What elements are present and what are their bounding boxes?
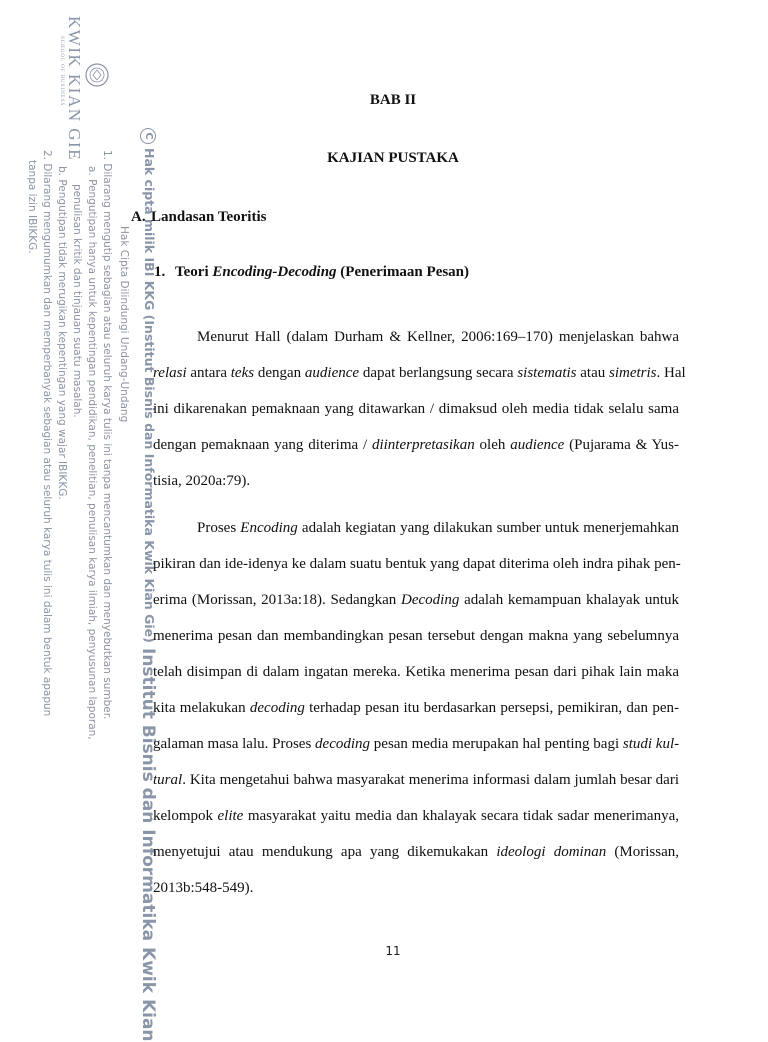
text-run: pesan media merupakan hal penting bagi <box>370 736 623 752</box>
subsection-title-post: (Penerimaan Pesan) <box>336 264 470 280</box>
subsection-title-italic: Encoding-Decoding <box>212 264 337 280</box>
text-run: 2013b:548-549). <box>153 880 254 896</box>
italic-run: ideologi dominan <box>496 844 607 860</box>
text-run: . Hal <box>656 365 686 381</box>
italic-run: elite <box>217 808 244 824</box>
notice-line-text: a. Pengutipan hanya untuk kepentingan pendidikan, penelitian, penulisan karya ilmiah, penyusunan laporan, <box>86 166 98 740</box>
notice-line-text: 2. Dilarang mengumumkan dan memperbanyak sebagian atau seluruh karya tulis ini dalam bentuk apapun <box>41 150 53 717</box>
text-run: oleh <box>474 437 511 453</box>
italic-run: Decoding <box>401 592 460 608</box>
text-run: dengan pemaknaan yang diterima / <box>153 437 372 453</box>
italic-run: studi kul- <box>622 736 680 752</box>
text-run: adalah kemampuan khalayak untuk <box>459 592 679 608</box>
text-run: Proses <box>197 520 241 536</box>
notice-line-text: tanpa izin IBIKKG. <box>26 160 38 254</box>
italic-run: decoding <box>249 700 305 716</box>
notice-head-text: Hak Cipta Dilindungi Undang-Undang <box>118 226 130 423</box>
italic-run: relasi <box>153 365 187 381</box>
text-run: (Pujarama & Yus- <box>564 437 680 453</box>
text-run: kelompok <box>153 808 218 824</box>
italic-run: simetris <box>609 365 657 381</box>
notice-line-text: 1. Dilarang mengutip sebagian atau seluruh karya tulis ini tanpa mencantumkan dan menyebutkan sumber. <box>101 150 113 720</box>
chapter-number: BAB II <box>369 92 417 108</box>
logo-sub-text: SCHOOL OF BUSINESS <box>59 36 64 107</box>
italic-run: audience <box>510 437 565 453</box>
paragraph-line <box>153 726 679 762</box>
italic-run: tural <box>153 772 183 788</box>
italic-run: decoding <box>315 736 371 752</box>
paragraph-line <box>153 463 679 499</box>
text-run: masyarakat yaitu media dan khalayak secara tidak sadar menerimanya, <box>243 808 679 824</box>
subsection-heading <box>154 264 469 281</box>
text-run: adalah kegiatan yang dilakukan sumber untuk menerjemahkan <box>297 520 679 536</box>
chapter-title: KAJIAN PUSTAKA <box>327 150 459 166</box>
copyright-icon: C <box>141 128 157 144</box>
notice-line-text: penulisan kritik dan tinjauan suatu masalah. <box>71 184 83 418</box>
text-run: telah disimpan di dalam ingatan mereka. Ketika menerima pesan dari pihak lain maka <box>153 664 679 680</box>
paragraph-line <box>153 618 679 654</box>
paragraph-line <box>153 690 679 726</box>
text-run: kita melakukan <box>153 700 250 716</box>
paragraph-line <box>153 355 686 391</box>
text-run: antara <box>186 365 231 381</box>
text-run: terhadap pesan itu berdasarkan persepsi, pemikiran, dan pen- <box>304 700 679 716</box>
paragraph-line <box>153 654 679 690</box>
institut-text: Institut Bisnis dan Informatika Kwik Kian <box>138 648 158 1042</box>
text-run: dapat berlangsung secara <box>359 365 518 381</box>
hak-cipta-text: Hak cipta milik IBI KKG (Institut Bisnis dan Informatika Kwik Kian Gie) <box>142 148 157 643</box>
paragraph-line <box>153 582 679 618</box>
text-run: dengan <box>254 365 305 381</box>
notice-line-text: b. Pengutipan tidak merugikan kepentingan yang wajar IBIKKG. <box>56 166 68 500</box>
subsection-number: 1. <box>154 264 166 280</box>
text-run: tisia, 2020a:79). <box>153 473 251 489</box>
italic-run: diinterpretasikan <box>371 437 475 453</box>
text-run: galaman masa lalu. Proses <box>153 736 316 752</box>
paragraph-line <box>153 319 679 355</box>
paragraph-hall <box>153 319 686 499</box>
subsection-title-pre: Teori <box>175 264 213 280</box>
italic-run: teks <box>230 365 255 381</box>
paragraph-line <box>153 834 679 870</box>
logo-name: KWIK KIAN GIE <box>65 16 84 162</box>
text-run: pikiran dan ide-idenya ke dalam suatu bentuk yang dapat diterima oleh indra pihak pen- <box>153 556 681 572</box>
paragraph-line <box>153 391 679 427</box>
text-run: Menurut Hall (dalam Durham & Kellner, 2006:169–170) menjelaskan bahwa <box>197 329 679 345</box>
paragraph-line <box>153 870 679 906</box>
text-run: menyetujui atau mendukung apa yang dikemukakan <box>153 844 497 860</box>
paragraph-line <box>153 427 679 463</box>
text-run: (Morissan, <box>606 844 680 860</box>
paragraph-line <box>153 546 679 582</box>
text-run: . Kita mengetahui bahwa masyarakat menerima informasi dalam jumlah besar dari <box>182 772 679 788</box>
italic-run: Encoding <box>240 520 298 536</box>
section-number: A. <box>131 209 146 225</box>
text-run: ini dikarenakan pemaknaan yang ditawarkan / dimaksud oleh media tidak selalu sama <box>153 401 679 417</box>
italic-run: sistematis <box>517 365 577 381</box>
section-title: Landasan Teoritis <box>151 209 267 225</box>
paragraph-encoding <box>153 510 679 906</box>
paragraph-line <box>153 762 679 798</box>
text-run: menerima pesan dan membandingkan pesan tersebut dengan makna yang sebelumnya <box>153 628 679 644</box>
italic-run: audience <box>304 365 360 381</box>
text-run: atau <box>576 365 609 381</box>
page-number: 11 <box>385 944 401 958</box>
paragraph-line <box>153 510 679 546</box>
text-run: erima (Morissan, 2013a:18). Sedangkan <box>153 592 402 608</box>
section-heading <box>131 209 266 226</box>
paragraph-line <box>153 798 679 834</box>
